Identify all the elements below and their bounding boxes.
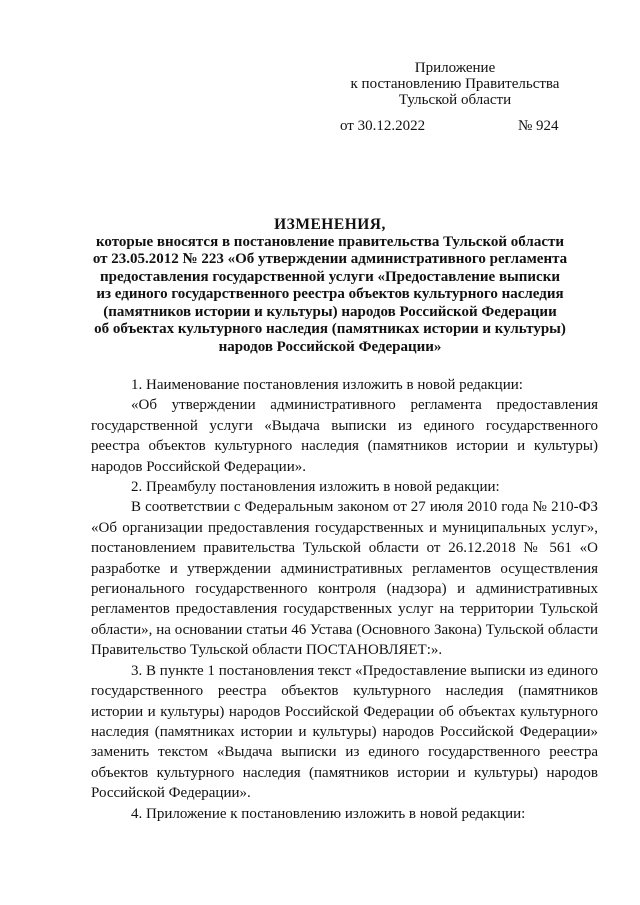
title-heading: ИЗМЕНЕНИЯ,: [274, 216, 386, 233]
title-line-2: от 23.05.2012 № 223 «Об утверждении административного регламента: [92, 251, 568, 267]
paragraph-4: В соответствии с Федеральным законом от 27 июля 2010 года № 210-ФЗ «Об организации предоставления государственных и муниципальных услуг», постановлением правительства Тульской области от 26.12.2018 № 561 «О разработке и утверждении административных регламентов осуществления регионального государственного контроля (надзора) и административных регламентов предоставления государственных услуг на территории Тульской области», на основании статьи 46 Устава (Основного Закона) Тульской области Правительство Тульской области ПОСТАНОВЛЯЕТ:».: [91, 499, 598, 659]
paragraph-6: 4. Приложение к постановлению изложить в новой редакции:: [131, 805, 526, 822]
document-number: № 924: [518, 118, 559, 134]
title-line-7: народов Российской Федерации»: [218, 338, 442, 355]
appendix-line-1: Приложение: [414, 60, 496, 76]
title-line-1: которые вносятся в постановление правительства Тульской области: [95, 233, 565, 250]
paragraph-3: 2. Преамбулу постановления изложить в новой редакции:: [131, 479, 500, 496]
appendix-line-3: Тульской области: [398, 92, 512, 108]
title-line-4: из единого государственного реестра объектов культурного наследия: [96, 286, 564, 302]
document-title: [80, 216, 580, 356]
paragraph-2: «Об утверждении административного регламента предоставления государственной услуги «Выдача выписки из единого государственного реестра объектов культурного наследия (памятников истории и культуры) народов Российской Федерации».: [91, 397, 598, 475]
appendix-line-2: к постановлению Правительства: [350, 76, 560, 92]
appendix-header: [330, 60, 580, 108]
paragraph-5: 3. В пункте 1 постановления текст «Предоставление выписки из единого государственного реестра объектов культурного наследия (памятников истории и культуры) народов Российской Федерации об объектах культурного наследия (памятниках истории и культуры) народов Российской Федерации» заменить текстом «Выдача выписки из единого государственного реестра объектов культурного наследия (памятников истории и культуры) народов Российской Федерации».: [91, 662, 598, 802]
title-line-3: предоставления государственной услуги «Предоставление выписки: [99, 268, 560, 285]
title-line-6: об объектах культурного наследия (памятниках истории и культуры): [94, 321, 566, 337]
title-line-5: (памятников истории и культуры) народов Российской Федерации: [103, 303, 557, 320]
document-body: [91, 375, 598, 824]
document-date: от 30.12.2022: [340, 118, 426, 134]
paragraph-1: 1. Наименование постановления изложить в новой редакции:: [131, 377, 523, 393]
